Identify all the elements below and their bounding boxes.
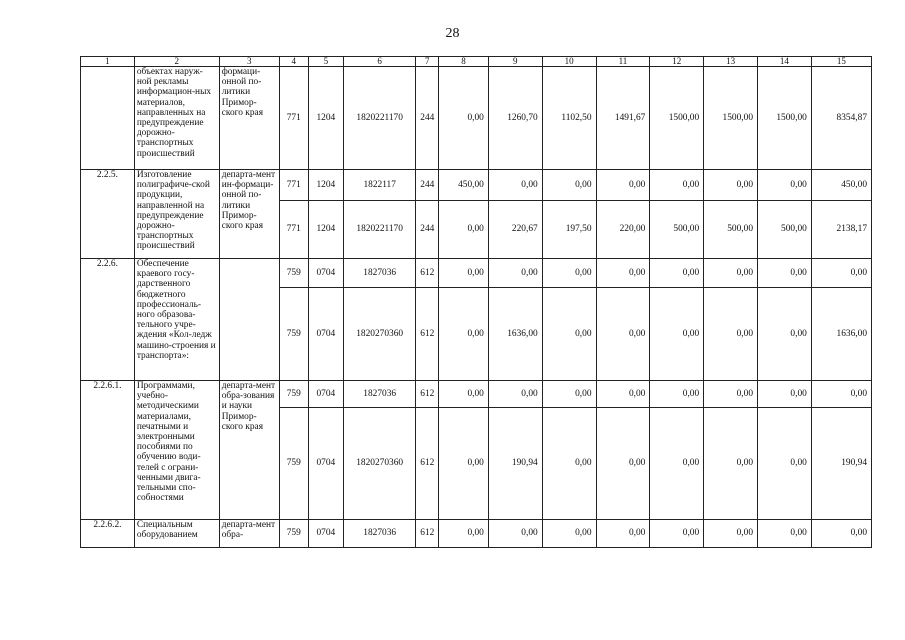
page-number: 28 (445, 26, 460, 41)
table-row (81, 520, 872, 548)
column-number-row (81, 57, 872, 67)
value-cell: 500,00 (704, 201, 758, 259)
value-cell: 220,67 (488, 201, 542, 259)
rzpr-cell: 0704 (308, 520, 343, 548)
value-cell: 2138,17 (811, 201, 871, 259)
rzpr-cell: 1204 (308, 201, 343, 259)
column-header: 6 (343, 57, 415, 67)
grbs-cell: 759 (279, 381, 308, 408)
column-header: 10 (542, 57, 596, 67)
column-header: 9 (488, 57, 542, 67)
value-cell: 0,00 (596, 288, 650, 381)
item-executor: департа-мент обра- (219, 520, 279, 548)
table-row (81, 67, 872, 170)
vr-cell: 612 (416, 408, 439, 520)
column-header: 15 (811, 57, 871, 67)
value-cell: 0,00 (596, 520, 650, 548)
column-header: 1 (81, 57, 135, 67)
column-header: 8 (439, 57, 489, 67)
value-cell: 0,00 (439, 201, 489, 259)
budget-table (80, 56, 872, 548)
value-cell: 0,00 (758, 381, 812, 408)
item-number (81, 67, 135, 170)
csr-cell: 1822117 (343, 170, 415, 201)
item-number: 2.2.6.1. (81, 381, 135, 520)
value-cell: 0,00 (542, 259, 596, 288)
column-header: 12 (650, 57, 704, 67)
column-header: 3 (219, 57, 279, 67)
item-number: 2.2.6.2. (81, 520, 135, 548)
value-cell: 1260,70 (488, 67, 542, 170)
value-cell: 0,00 (758, 170, 812, 201)
value-cell: 0,00 (704, 381, 758, 408)
column-header: 14 (758, 57, 812, 67)
value-cell: 0,00 (542, 520, 596, 548)
vr-cell: 612 (416, 259, 439, 288)
value-cell: 0,00 (596, 170, 650, 201)
csr-cell: 1827036 (343, 520, 415, 548)
value-cell: 8354,87 (811, 67, 871, 170)
value-cell: 1636,00 (811, 288, 871, 381)
value-cell: 0,00 (542, 288, 596, 381)
item-number: 2.2.5. (81, 170, 135, 259)
value-cell: 1500,00 (758, 67, 812, 170)
item-executor (219, 259, 279, 381)
value-cell: 0,00 (439, 259, 489, 288)
value-cell: 500,00 (650, 201, 704, 259)
item-name: Изготовление полиграфиче-ской продукции, направленной на предупреждение дорожно-транспортных происшествий (134, 170, 219, 259)
table-row (81, 381, 872, 408)
csr-cell: 1820221170 (343, 201, 415, 259)
value-cell: 0,00 (704, 288, 758, 381)
value-cell: 1500,00 (704, 67, 758, 170)
item-executor: департа-мент ин-формаци-онной по-литики Примор-ского края (219, 170, 279, 259)
value-cell: 0,00 (650, 381, 704, 408)
value-cell: 0,00 (704, 520, 758, 548)
grbs-cell: 771 (279, 201, 308, 259)
value-cell: 0,00 (596, 259, 650, 288)
value-cell: 0,00 (650, 170, 704, 201)
rzpr-cell: 1204 (308, 67, 343, 170)
grbs-cell: 759 (279, 288, 308, 381)
value-cell: 0,00 (704, 259, 758, 288)
value-cell: 0,00 (439, 520, 489, 548)
vr-cell: 244 (416, 67, 439, 170)
value-cell: 450,00 (811, 170, 871, 201)
value-cell: 1636,00 (488, 288, 542, 381)
table-row (81, 170, 872, 201)
vr-cell: 612 (416, 520, 439, 548)
csr-cell: 1827036 (343, 259, 415, 288)
column-header: 11 (596, 57, 650, 67)
csr-cell: 1820270360 (343, 288, 415, 381)
vr-cell: 612 (416, 288, 439, 381)
value-cell: 0,00 (650, 288, 704, 381)
rzpr-cell: 1204 (308, 170, 343, 201)
value-cell: 0,00 (758, 408, 812, 520)
grbs-cell: 759 (279, 408, 308, 520)
value-cell: 0,00 (596, 381, 650, 408)
rzpr-cell: 0704 (308, 259, 343, 288)
csr-cell: 1827036 (343, 381, 415, 408)
value-cell: 0,00 (811, 381, 871, 408)
value-cell: 0,00 (811, 520, 871, 548)
item-executor: формаци-онной по-литики Примор-ского края (219, 67, 279, 170)
item-name: Обеспечение краевого госу-дарственного бюджетного профессиональ-ного образова-тельного учре-ждения «Кол-ледж машино-строения и транспорта»: (134, 259, 219, 381)
value-cell: 0,00 (488, 520, 542, 548)
value-cell: 0,00 (758, 259, 812, 288)
value-cell: 0,00 (439, 67, 489, 170)
column-header: 2 (134, 57, 219, 67)
grbs-cell: 771 (279, 170, 308, 201)
value-cell: 0,00 (542, 170, 596, 201)
value-cell: 0,00 (488, 259, 542, 288)
column-header: 4 (279, 57, 308, 67)
value-cell: 0,00 (758, 288, 812, 381)
item-name: Специальным оборудованием (134, 520, 219, 548)
value-cell: 450,00 (439, 170, 489, 201)
value-cell: 0,00 (488, 170, 542, 201)
vr-cell: 244 (416, 201, 439, 259)
item-number: 2.2.6. (81, 259, 135, 381)
value-cell: 0,00 (439, 288, 489, 381)
value-cell: 0,00 (758, 520, 812, 548)
value-cell: 190,94 (811, 408, 871, 520)
item-name: Программами, учебно-методическими материалами, печатными и электронными пособиями по обучению води-телей с ограни-ченными двига-тельными спо-собностями (134, 381, 219, 520)
grbs-cell: 759 (279, 259, 308, 288)
value-cell: 1491,67 (596, 67, 650, 170)
value-cell: 0,00 (542, 381, 596, 408)
value-cell: 0,00 (704, 408, 758, 520)
value-cell: 190,94 (488, 408, 542, 520)
value-cell: 0,00 (439, 408, 489, 520)
csr-cell: 1820270360 (343, 408, 415, 520)
value-cell: 0,00 (596, 408, 650, 520)
value-cell: 197,50 (542, 201, 596, 259)
vr-cell: 612 (416, 381, 439, 408)
column-header: 5 (308, 57, 343, 67)
value-cell: 0,00 (811, 259, 871, 288)
item-executor: департа-мент обра-зования и науки Примор-ского края (219, 381, 279, 520)
value-cell: 0,00 (488, 381, 542, 408)
value-cell: 1102,50 (542, 67, 596, 170)
table-row (81, 259, 872, 288)
value-cell: 0,00 (542, 408, 596, 520)
rzpr-cell: 0704 (308, 381, 343, 408)
value-cell: 0,00 (439, 381, 489, 408)
column-header: 13 (704, 57, 758, 67)
value-cell: 0,00 (650, 408, 704, 520)
grbs-cell: 771 (279, 67, 308, 170)
item-name: объектах наруж-ной рекламы информацион-ных материалов, направленных на предупреждение дорожно-транспортных происшествий (134, 67, 219, 170)
grbs-cell: 759 (279, 520, 308, 548)
column-header: 7 (416, 57, 439, 67)
vr-cell: 244 (416, 170, 439, 201)
rzpr-cell: 0704 (308, 288, 343, 381)
value-cell: 220,00 (596, 201, 650, 259)
csr-cell: 1820221170 (343, 67, 415, 170)
value-cell: 0,00 (650, 520, 704, 548)
value-cell: 0,00 (704, 170, 758, 201)
value-cell: 0,00 (650, 259, 704, 288)
value-cell: 500,00 (758, 201, 812, 259)
value-cell: 1500,00 (650, 67, 704, 170)
rzpr-cell: 0704 (308, 408, 343, 520)
